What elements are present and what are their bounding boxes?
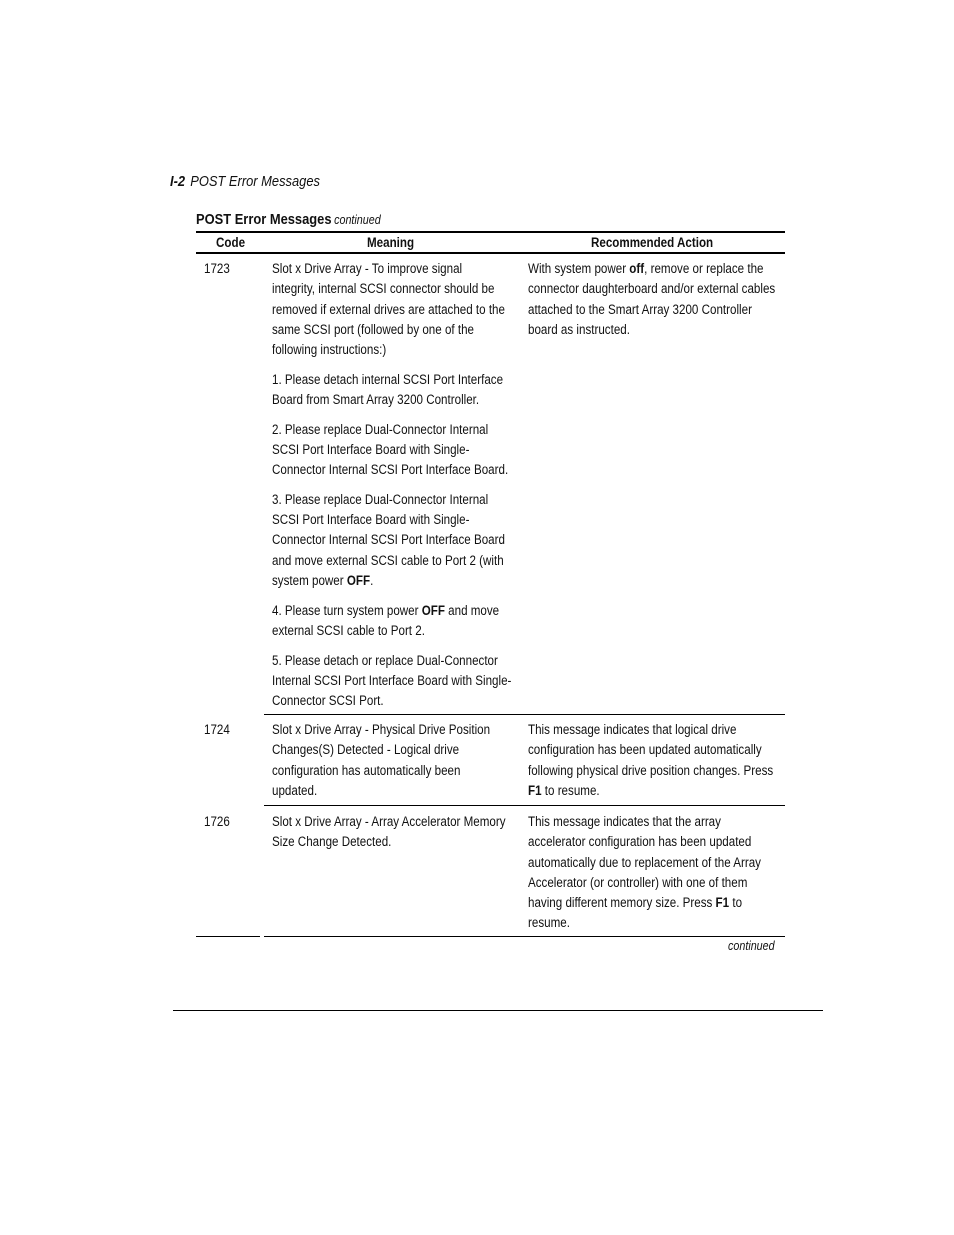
text-line: 4. Please turn system power OFF and move [272,602,500,618]
paragraph [272,490,511,591]
paragraph [272,370,511,411]
table-title-text: POST Error Messages [196,211,332,228]
paragraph [272,259,511,360]
paragraph [528,259,775,340]
paragraph [528,720,773,801]
text-line: board as instructed. [528,321,630,337]
text-line: integrity, internal SCSI connector should be [272,281,495,297]
text-line: attached to the Smart Array 3200 Controller [528,301,752,317]
text-line: removed if external drives are attached to the [272,301,505,317]
header-bottom-rule [196,252,785,254]
text-line: Size Change Detected. [272,834,392,850]
continued-note: continued [728,939,775,953]
text-line: connector daughterboard and/or external cables [528,281,776,297]
table-row-1-meaning [272,259,511,711]
table-bottom-rule-code [196,936,260,937]
table-row-1-code: 1723 [204,261,230,276]
text-line: Connector Internal SCSI Port Interface Board [272,532,505,548]
running-title: POST Error Messages [190,173,320,190]
paragraph [272,812,506,853]
text-line: external SCSI cable to Port 2. [272,622,425,638]
text-line: With system power off, remove or replace the [528,261,764,276]
text-line: Accelerator (or controller) with one of them [528,874,748,890]
table-row-1-action [528,259,775,340]
paragraph [272,651,511,712]
text-line: system power OFF. [272,573,374,589]
row-divider-2 [264,805,785,806]
text-line: same SCSI port (followed by one of the [272,321,474,337]
text-line: SCSI Port Interface Board with Single- [272,512,470,528]
text-line: resume. [528,915,570,931]
text-line: 1. Please detach internal SCSI Port Interface [272,371,504,387]
text-line: 3. Please replace Dual-Connector Internal [272,491,489,507]
text-line: updated. [272,782,318,798]
column-header-action: Recommended Action [591,235,714,250]
text-line: following physical drive position changes. Press [528,762,774,778]
table-title-continued: continued [334,213,381,227]
table-row-2-code: 1724 [204,722,230,737]
table-title [196,211,381,228]
text-line: and move external SCSI cable to Port 2 (with [272,552,504,568]
text-line: Internal SCSI Port Interface Board with Single- [272,672,512,688]
text-line: This message indicates that logical drive [528,722,737,737]
table-row-3-action [528,812,761,934]
text-line: accelerator configuration has been updated [528,834,752,850]
text-line: automatically due to replacement of the Array [528,854,761,870]
page-footer-rule [173,1010,823,1011]
column-header-meaning: Meaning [367,235,415,250]
text-line: Connector SCSI Port. [272,693,384,709]
text-line: Slot x Drive Array - Array Accelerator Memory [272,814,506,829]
table-row-3-code: 1726 [204,814,230,829]
text-line: SCSI Port Interface Board with Single- [272,441,470,457]
page-header [170,173,320,190]
column-header-code: Code [216,235,246,250]
text-line: following instructions:) [272,342,387,358]
paragraph [272,720,490,801]
table-row-2-meaning [272,720,490,801]
text-line: 2. Please replace Dual-Connector Internal [272,421,489,437]
text-line: Board from Smart Array 3200 Controller. [272,392,480,408]
text-line: F1 to resume. [528,782,600,798]
paragraph [272,420,511,481]
text-line: Slot x Drive Array - Physical Drive Position [272,722,491,737]
paragraph [528,812,761,934]
text-line: configuration has been updated automatically [528,742,762,758]
text-line: having different memory size. Press F1 to [528,895,743,911]
paragraph [272,601,511,642]
text-line: configuration has automatically been [272,762,461,778]
text-line: 5. Please detach or replace Dual-Connector [272,652,498,668]
text-line: Connector Internal SCSI Port Interface Board. [272,462,509,478]
page-number: I-2 [170,173,186,190]
table-row-3-meaning [272,812,506,853]
text-line: This message indicates that the array [528,814,721,829]
table-top-rule [196,231,785,233]
table-row-2-action [528,720,773,801]
text-line: Slot x Drive Array - To improve signal [272,261,463,276]
table-bottom-rule [264,936,785,937]
text-line: Changes(S) Detected - Logical drive [272,742,460,758]
row-divider-1 [264,714,785,715]
